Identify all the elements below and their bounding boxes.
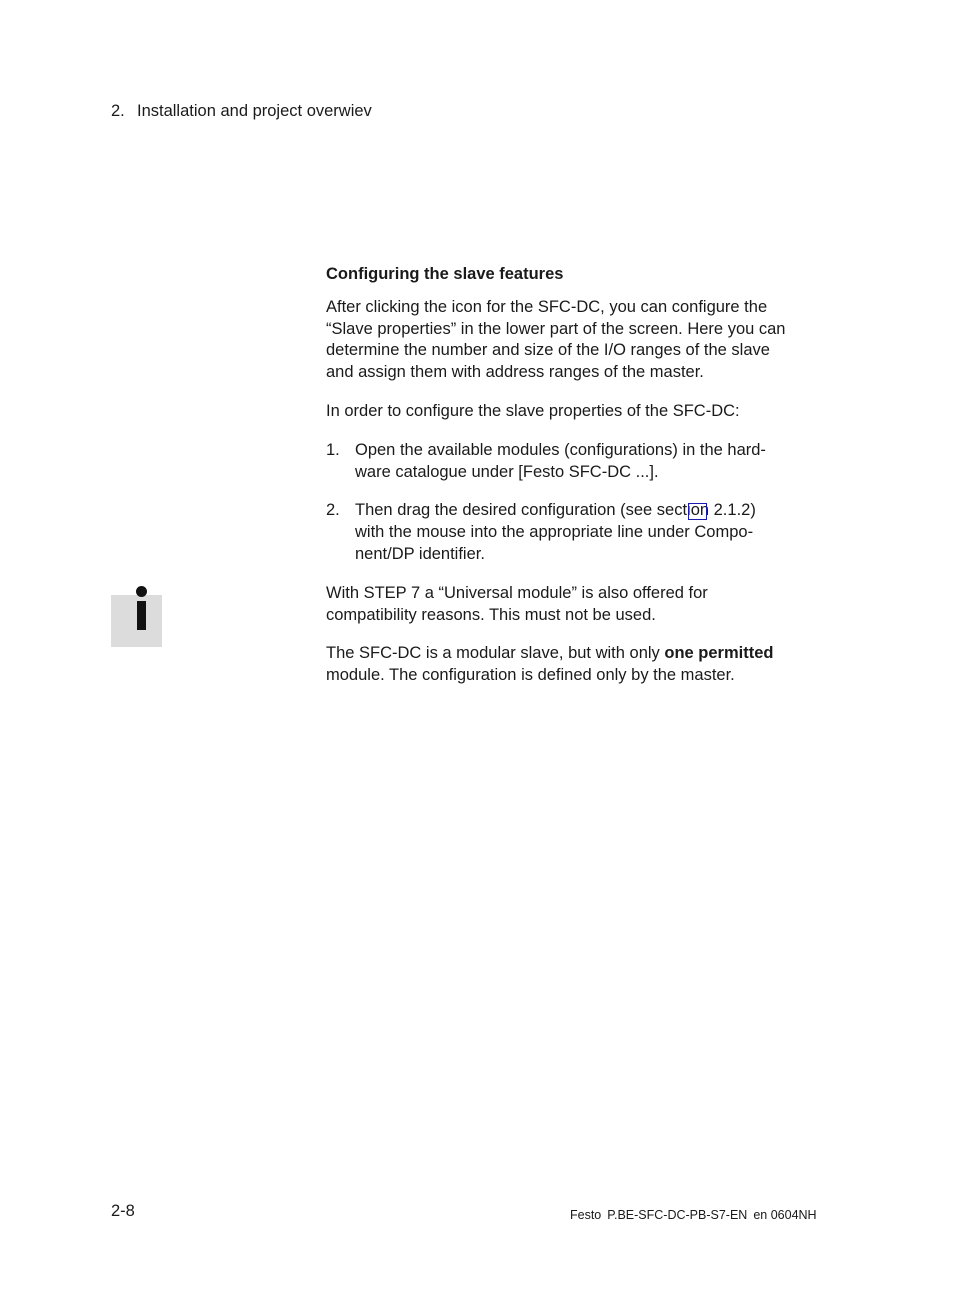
modular-text-end: module. The configuration is defined only by the master.: [326, 666, 735, 685]
modular-text-start: The SFC-DC is a modular slave, but with only: [326, 644, 665, 663]
step-text: Open the available modules (configurations) in the hard-ware catalogue under [Festo SFC-DC ...].: [355, 440, 766, 481]
section-heading: Configuring the slave features: [326, 265, 564, 283]
info-icon-stem: [137, 601, 146, 630]
chapter-title: Installation and project overwiev: [137, 102, 372, 120]
chapter-number: 2.: [111, 102, 125, 120]
steps-list: [326, 440, 788, 566]
instruction-lead: In order to configure the slave properties of the SFC-DC:: [326, 401, 740, 420]
info-icon: [111, 595, 162, 647]
modular-paragraph: [326, 643, 788, 687]
list-item: [326, 440, 788, 484]
step-number: 1.: [326, 440, 340, 459]
step-number: 2.: [326, 501, 340, 520]
main-content: [326, 264, 788, 704]
section-reference-link[interactable]: [688, 503, 707, 520]
footer-company: Festo: [570, 1208, 602, 1222]
note-paragraph: With STEP 7 a “Universal module” is also offered for compatibility reasons. This must not be used.: [326, 583, 708, 624]
footer-edition: en 0604NH: [753, 1208, 817, 1222]
page-number: 2-8: [111, 1202, 135, 1220]
chapter-header: [111, 102, 372, 121]
info-icon-dot: [136, 586, 147, 597]
footer-doc-id: P.BE-SFC-DC-PB-S7-EN: [607, 1208, 748, 1222]
document-footer: [570, 1208, 823, 1222]
step-text: Then drag the desired configuration (see section 2.1.2) with the mouse into the appropriate line under Compo-nent/DP identifier.: [355, 501, 756, 563]
intro-paragraph: After clicking the icon for the SFC-DC, you can configure the “Slave properties” in the lower part of the screen. Here you can determine the number and size of the I/O ranges of the slave and assign them with address ranges of the master.: [326, 297, 786, 382]
emphasis-text: one permitted: [664, 644, 774, 663]
list-item: [326, 500, 788, 565]
